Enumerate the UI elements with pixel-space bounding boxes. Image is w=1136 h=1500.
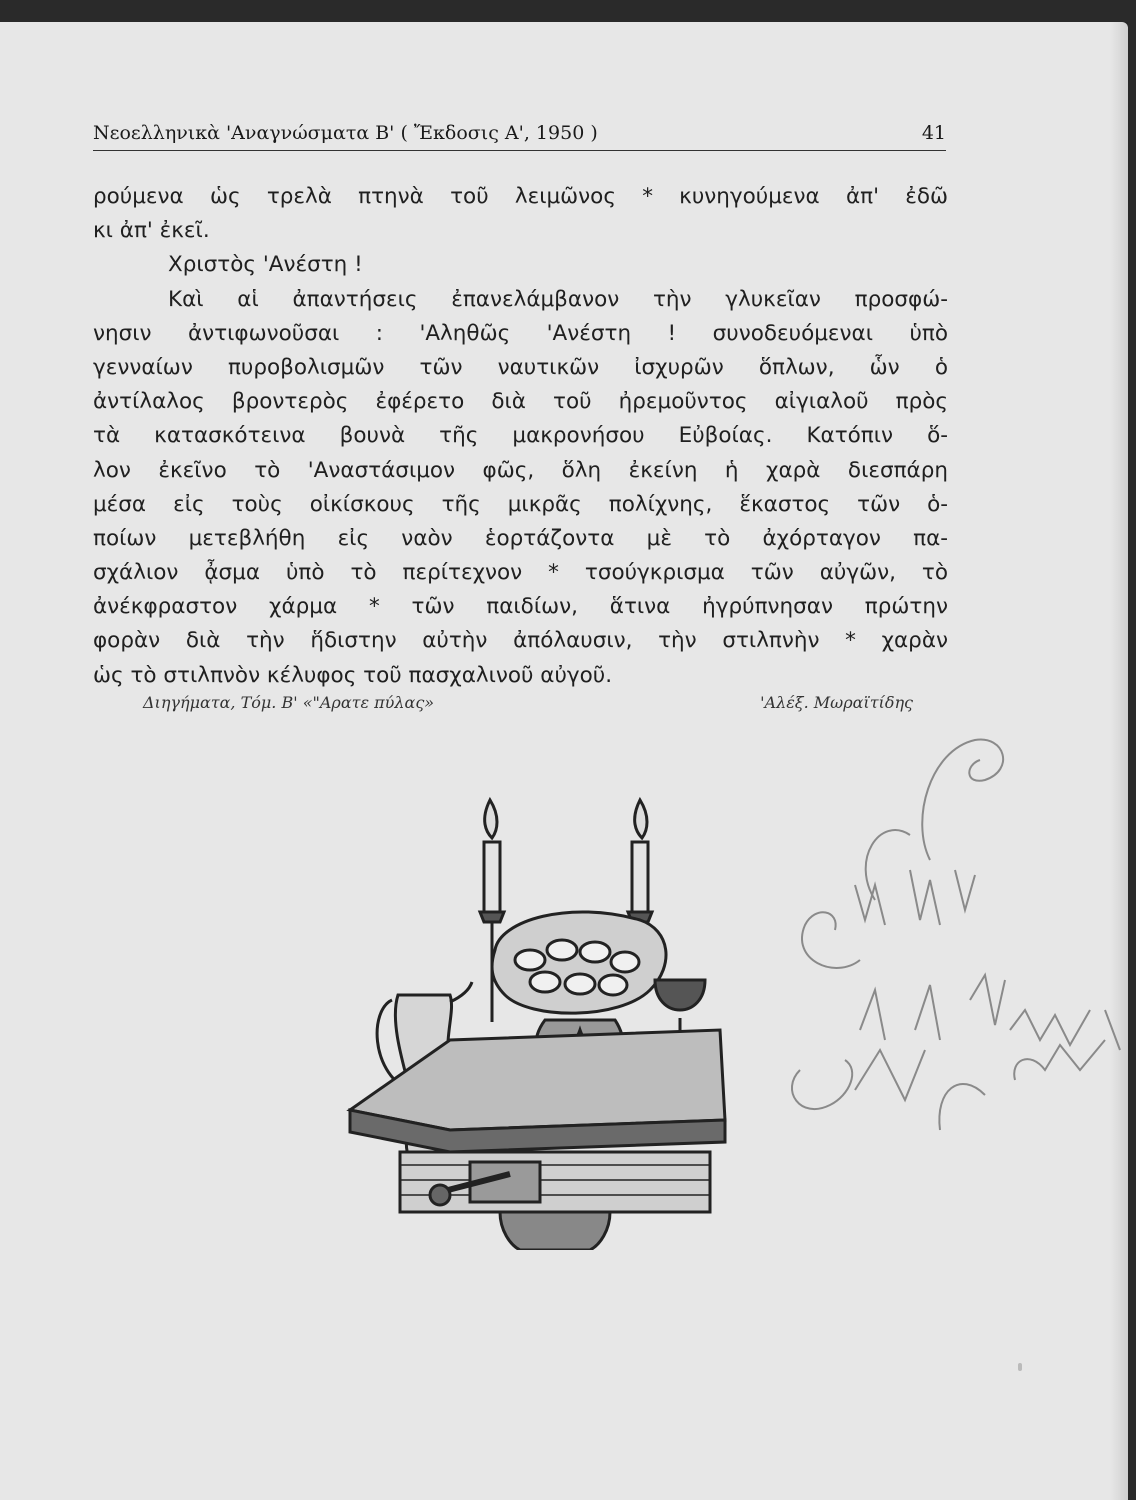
paper-speck (1018, 1363, 1022, 1371)
text-line: ὡς τὸ στιλπνὸν κέλυφος τοῦ πασχαλινοῦ αὐγοῦ. (93, 662, 613, 688)
text-line: ποίων μετεβλήθη εἰς ναὸν ἑορτάζοντα μὲ τὸ ἀχόρταγον πα- (93, 525, 948, 551)
text-line: ἀντίλαλος βροντερὸς ἐφέρετο διὰ τοῦ ἠρεμοῦντος αἰγιαλοῦ πρὸς (93, 389, 948, 415)
text-line: γενναίων πυροβολισμῶν τῶν ναυτικῶν ἰσχυρῶν ὅπλων, ὧν ὁ (93, 354, 948, 380)
text-line: κι ἀπ' ἐκεῖ. (93, 218, 210, 244)
text-line: μέσα εἰς τοὺς οἰκίσκους τῆς μικρᾶς πολίχνης, ἕκαστος τῶν ὁ- (93, 491, 948, 517)
text-line: σχάλιον ᾆσμα ὑπὸ τὸ περίτεχνον * τσούγκρισμα τῶν αὐγῶν, τὸ (93, 560, 948, 586)
text-line: Καὶ αἱ ἀπαντήσεις ἐπανελάμβανον τὴν γλυκεῖαν προσφώ- (168, 286, 948, 312)
body-text (93, 180, 948, 693)
text-line: Χριστὸς 'Ανέστη ! (168, 252, 363, 278)
easter-table-engraving-icon (330, 790, 730, 1250)
text-line: λον ἐκεῖνο τὸ 'Αναστάσιμον φῶς, ὅλη ἐκείνη ἡ χαρὰ διεσπάρη (93, 457, 948, 483)
book-title: Νεοελληνικὰ 'Αναγνώσματα Β' ( Ἔκδοσις Α', 1950 ) (93, 122, 598, 144)
text-line: ρούμενα ὡς τρελὰ πτηνὰ τοῦ λειμῶνος * κυνηγούμενα ἀπ' ἐδῶ (93, 184, 948, 209)
text-line: φορὰν διὰ τὴν ἥδιστην αὐτὴν ἀπόλαυσιν, τὴν στιλπνὴν * χαρὰν (93, 628, 948, 654)
source-citation: Διηγήματα, Τόμ. Β' «"Αρατε πύλας» (143, 693, 435, 712)
running-header (93, 120, 946, 151)
text-line: νησιν ἀντιφωνοῦσαι : 'Αληθῶς 'Ανέστη ! συνοδευόμεναι ὑπὸ (93, 320, 948, 346)
author-name: 'Αλέξ. Μωραϊτίδης (760, 693, 913, 712)
text-line: τὰ κατασκότεινα βουνὰ τῆς μακρονήσου Εὐβοίας. Κατόπιν ὅ- (93, 423, 948, 449)
page-number: 41 (921, 122, 946, 144)
pencil-doodle-icon (760, 710, 1130, 1190)
text-line: ἀνέκφραστον χάρμα * τῶν παιδίων, ἅτινα ἠγρύπνησαν πρώτην (93, 594, 948, 620)
